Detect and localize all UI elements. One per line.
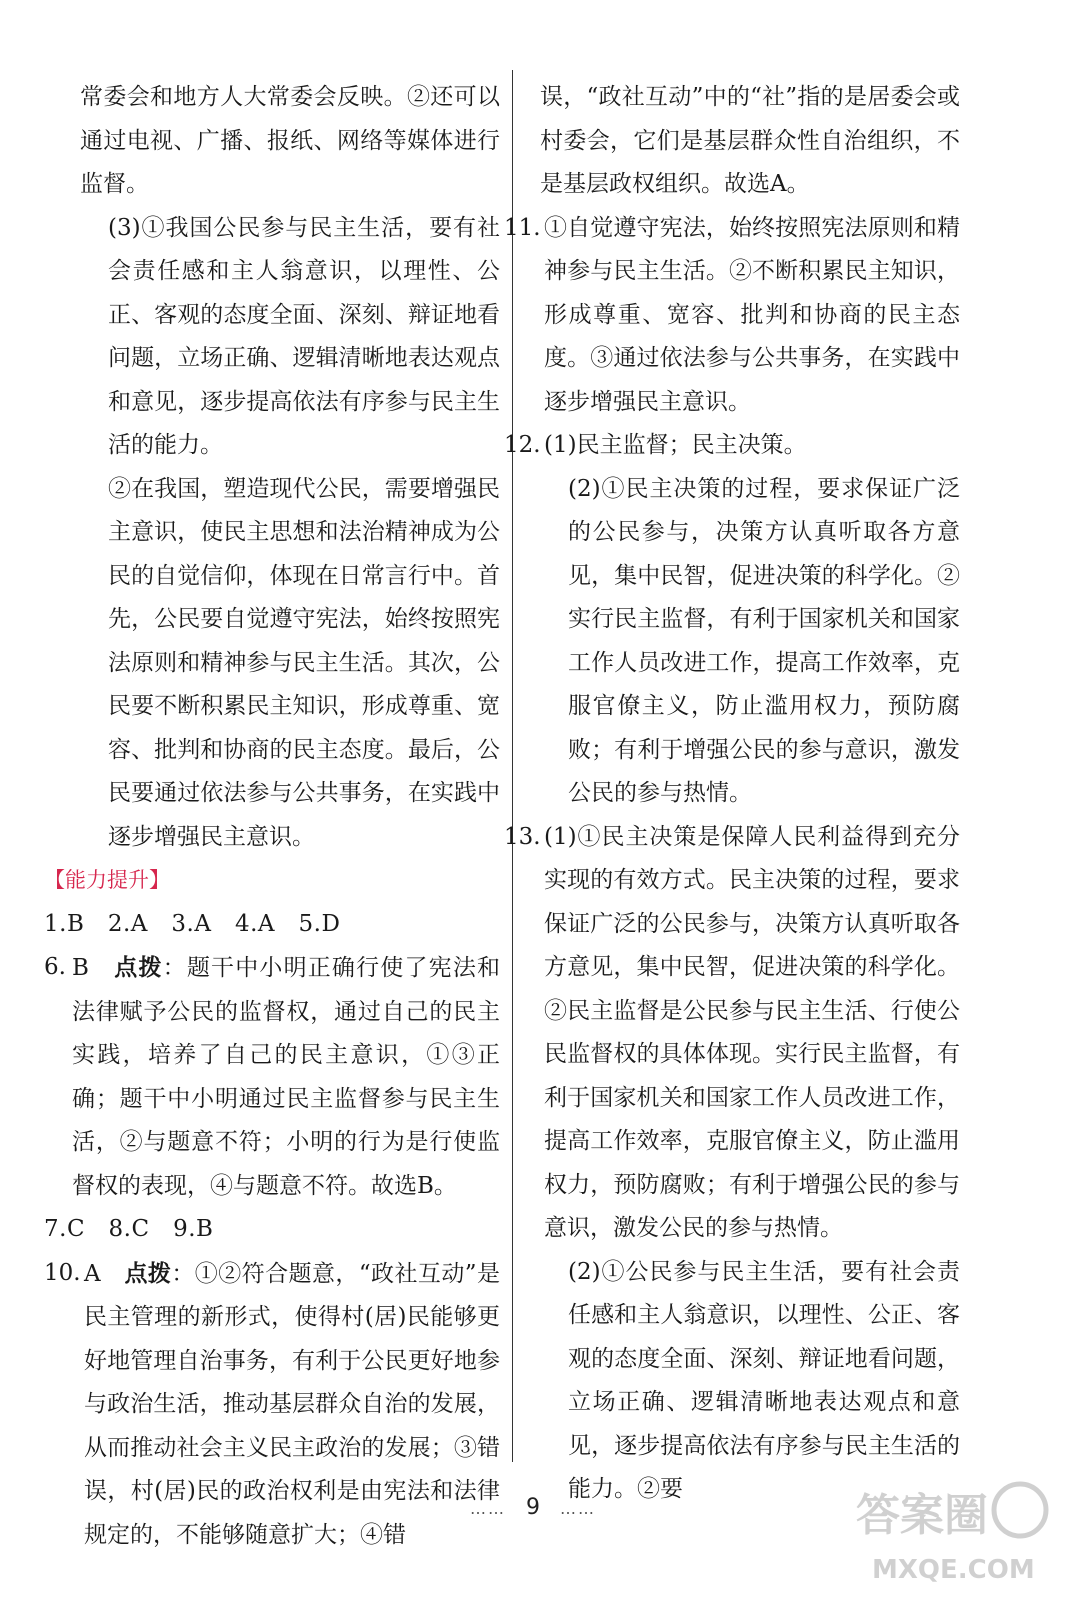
left-column [44,76,501,1557]
question-10-text: ：①②符合题意，“政社互动”是民主管理的新形式，使得村(居)民能够更好地管理自治事务，有利于公民更好地参与政治生活，推动基层群众自治的发展，从而推动社会主义民主政治的发展；③错误，村(居)民的政治权利是由宪法和法律规定的，不能够随意扩大；④错 [84,1260,500,1548]
watermark-text-main: 答案圈 [856,1490,988,1541]
question-12-number: 12. [504,432,541,458]
section-heading: 【能力提升】 [44,868,170,892]
answers-1-5: 1.B 2.A 3.A 4.A 5.D [44,910,341,937]
question-11-text: ①自觉遵守宪法，始终按照宪法原则和精神参与民主生活。②不断积累民主知识，形成尊重、宽容、批判和协商的民主态度。③通过依法参与公共事务，在实践中逐步增强民主意识。 [544,214,960,415]
question-10-answer: A [84,1260,101,1287]
footer-dots-left: …… [470,1499,506,1518]
question-13-number: 13. [504,823,541,850]
question-13-part-2: (2)①公民参与民主生活，要有社会责任感和主人翁意识，以理性、公正、客观的态度全面、深刻、辩证地看问题，立场正确、逻辑清晰地表达观点和意见，逐步提高依法有序参与民主生活的能力。②要 [568,1258,960,1502]
question-10-number: 10. [44,1259,81,1286]
question-6-tip-label: 点拨 [114,954,163,981]
question-12-part-2: (2)①民主决策的过程，要求保证广泛的公民参与，决策方认真听取各方意见，集中民智，促进决策的科学化。②实行民主监督，有利于国家机关和国家工作人员改进工作，提高工作效率，克服官僚主义，防止滥用权力，预防腐败；有利于增强公民的参与意识，激发公民的参与热情。 [568,475,960,806]
left-paragraph-2: (3)①我国公民参与民主生活，要有社会责任感和主人翁意识，以理性、公正、客观的态度全面、深刻、辩证地看问题，立场正确、逻辑清晰地表达观点和意见，逐步提高依法有序参与民主生活的能力。 [108,214,500,458]
question-12-text: (1)民主监督；民主决策。 [544,432,807,458]
question-6-answer: B [72,955,89,981]
question-6-text: ：题干中小明正确行使了宪法和法律赋予公民的监督权，通过自己的民主实践，培养了自己的民主意识，①③正确；题干中小明通过民主监督参与民主生活，②与题意不符；小明的行为是行使监督权的表现，④与题意不符。故选B。 [72,955,501,1199]
watermark-text-url: MXQE.COM [872,1555,1035,1585]
question-13 [504,816,960,1251]
right-paragraph-1: 误，“政社互动”中的“社”指的是居委会或村委会，它们是基层群众性自治组织，不是基层政权组织。故选A。 [540,84,960,197]
question-13-text: (1)①民主决策是保障人民利益得到充分实现的有效方式。民主决策的过程，要求保证广泛的公民参与，决策方认真听取各方意见，集中民智，促进决策的科学化。②民主监督是公民参与民主生活、行使公民监督权的具体体现。实行民主监督，有利于国家机关和国家工作人员改进工作，提高工作效率，克服官僚主义，防止滥用权力，预防腐败；有利于增强公民的参与意识，激发公民的参与热情。 [544,823,960,1241]
watermark-logo [852,1470,1052,1590]
question-6-number: 6. [44,954,66,980]
left-paragraph-3: ②在我国，塑造现代公民，需要增强民主意识，使民主思想和法治精神成为公民的自觉信仰，体现在日常言行中。首先，公民要自觉遵守宪法，始终按照宪法原则和精神参与民主生活。其次，公民要不断积累民主知识，形成尊重、宽容、批判和协商的民主态度。最后，公民要通过依法参与公共事务，在实践中逐步增强民主意识。 [108,475,500,850]
page-number: 9 [526,1495,540,1520]
left-paragraph-1: 常委会和地方人大常委会反映。②还可以通过电视、广播、报纸、网络等媒体进行监督。 [80,84,500,197]
answers-7-9: 7.C 8.C 9.B [44,1216,214,1242]
question-12 [504,424,960,468]
question-6 [44,946,500,1208]
question-11 [504,207,960,425]
footer-dots-right: …… [560,1499,596,1518]
right-column [504,76,960,1512]
question-10-tip-label: 点拨 [124,1259,172,1287]
question-11-number: 11. [504,214,541,241]
